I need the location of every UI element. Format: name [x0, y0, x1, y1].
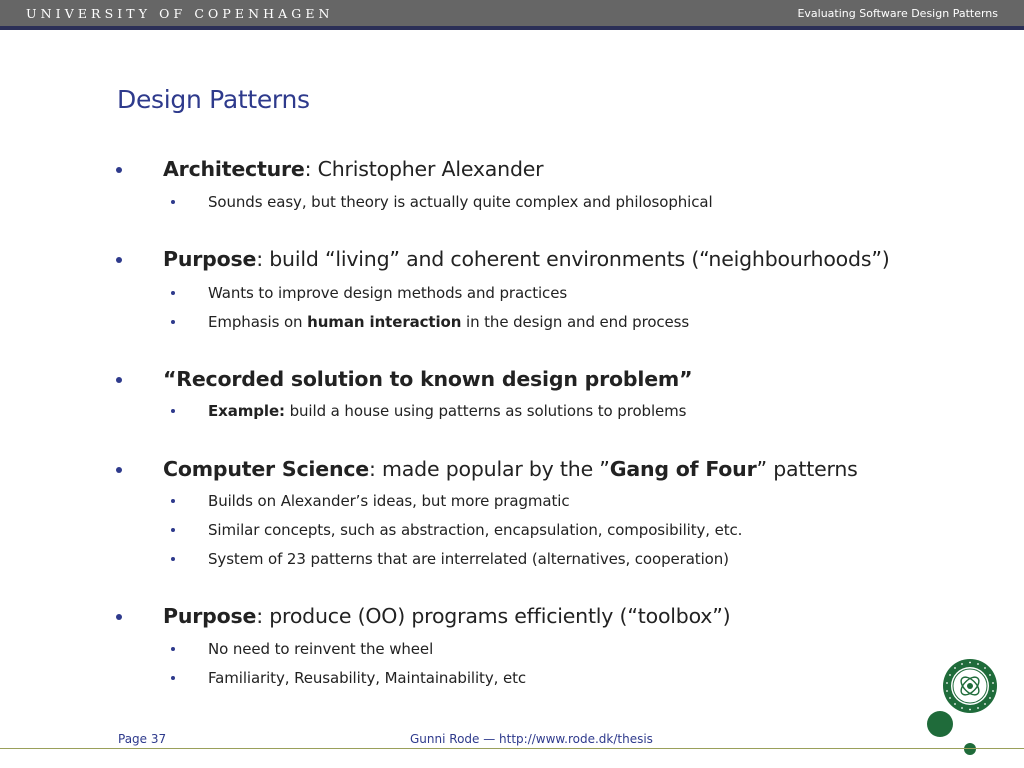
- bullet-dot-icon: [116, 614, 122, 620]
- footer-author-url: Gunni Rode — http://www.rode.dk/thesis: [410, 732, 653, 746]
- bullet-dot-icon: [116, 467, 122, 473]
- bullet-bold-text: “Recorded solution to known design problem”: [163, 367, 693, 391]
- bullet-text: : Christopher Alexander: [304, 157, 544, 181]
- header-stripe: [0, 26, 1024, 30]
- sub-bullet-item: Similar concepts, such as abstraction, encapsulation, composibility, etc.: [208, 521, 743, 539]
- bullet-item: [163, 246, 890, 272]
- presentation-title: Evaluating Software Design Patterns: [797, 7, 998, 20]
- bullet-dot-icon: [171, 320, 175, 324]
- header-bar: [0, 0, 1024, 26]
- university-seal-icon: [942, 658, 998, 714]
- bullet-item: [163, 456, 858, 482]
- bullet-dot-icon: [116, 167, 122, 173]
- bullet-dot-icon: [171, 676, 175, 680]
- bullet-text: : made popular by the ”: [369, 457, 610, 481]
- sub-bullet-bold-text: human interaction: [307, 313, 462, 331]
- sub-bullet-item: [208, 312, 689, 332]
- decorative-circle-small: [964, 743, 976, 755]
- sub-bullet-item: System of 23 patterns that are interrelated (alternatives, cooperation): [208, 550, 729, 568]
- bullet-dot-icon: [171, 291, 175, 295]
- sub-bullet-bold-text: Example:: [208, 402, 285, 420]
- bullet-text: ” patterns: [756, 457, 858, 481]
- bullet-item: [163, 366, 692, 392]
- bullet-item: [163, 156, 543, 182]
- bullet-dot-icon: [171, 200, 175, 204]
- bullet-bold-text: Gang of Four: [609, 457, 757, 481]
- bullet-bold-text: Architecture: [163, 157, 305, 181]
- sub-bullet-item: Sounds easy, but theory is actually quite complex and philosophical: [208, 193, 713, 211]
- sub-bullet-item: Builds on Alexander’s ideas, but more pragmatic: [208, 492, 570, 510]
- bullet-text: : build “living” and coherent environments (“neighbourhoods”): [256, 247, 890, 271]
- university-name: UNIVERSITY OF COPENHAGEN: [26, 6, 334, 21]
- bullet-dot-icon: [171, 647, 175, 651]
- slide-title: Design Patterns: [117, 85, 310, 114]
- sub-bullet-item: [208, 401, 686, 421]
- bullet-dot-icon: [116, 257, 122, 263]
- bullet-item: [163, 603, 730, 629]
- bullet-dot-icon: [171, 557, 175, 561]
- bullet-dot-icon: [116, 377, 122, 383]
- bullet-text: : produce (OO) programs efficiently (“toolbox”): [256, 604, 731, 628]
- bullet-bold-text: Purpose: [163, 247, 257, 271]
- sub-bullet-text: build a house using patterns as solutions to problems: [284, 402, 687, 420]
- bullet-dot-icon: [171, 528, 175, 532]
- sub-bullet-item: Wants to improve design methods and practices: [208, 284, 568, 302]
- bullet-dot-icon: [171, 409, 175, 413]
- sub-bullet-text: Emphasis on: [208, 313, 308, 331]
- sub-bullet-text: in the design and end process: [461, 313, 690, 331]
- page-number: Page 37: [118, 732, 167, 746]
- bullet-dot-icon: [171, 499, 175, 503]
- decorative-circle-large: [927, 711, 953, 737]
- footer-divider: [0, 748, 1024, 749]
- sub-bullet-item: Familiarity, Reusability, Maintainability, etc: [208, 669, 527, 687]
- sub-bullet-item: No need to reinvent the wheel: [208, 640, 434, 658]
- bullet-bold-text: Purpose: [163, 604, 257, 628]
- bullet-bold-text: Computer Science: [163, 457, 370, 481]
